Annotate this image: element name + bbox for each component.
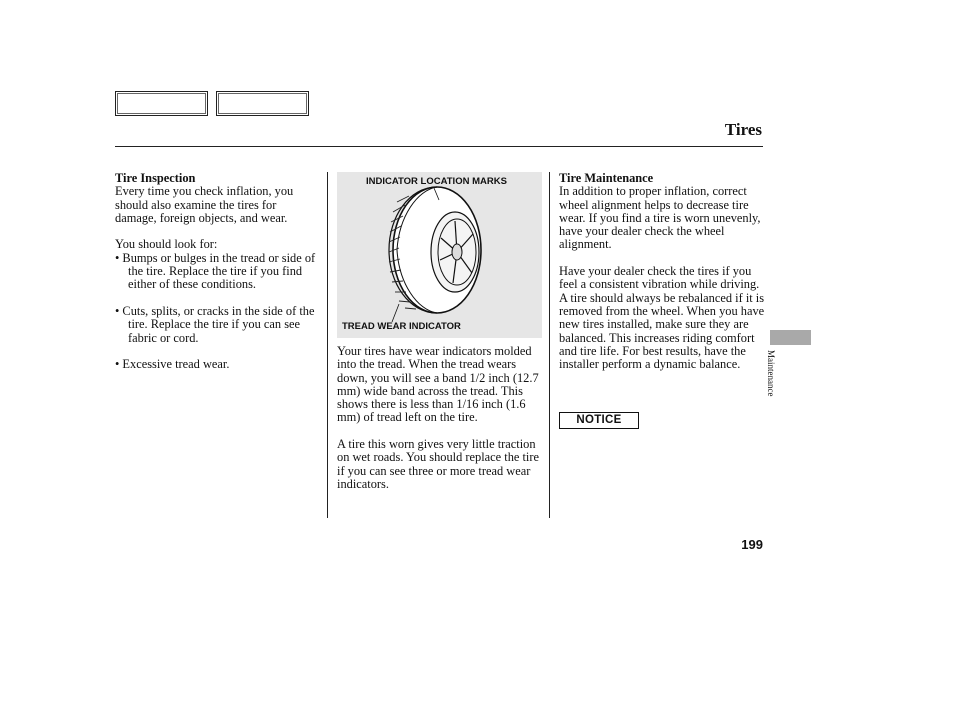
wear-indicator-section — [337, 345, 542, 491]
wear-indicator-paragraph: Your tires have wear indicators molded into the tread. When the tread wears down, you will see a band 1/2 inch (12.7 mm) wide band across the tread. This shows there is less than 1/16 inch (1.6 mm) of tread left on the tire. — [337, 344, 539, 425]
tire-inspection-intro: Every time you check inflation, you should also examine the tires for damage, foreign objects, and wear. — [115, 184, 294, 225]
look-for-label: You should look for: — [115, 237, 218, 252]
list-item: • Cuts, splits, or cracks in the side of the tire. Replace the tire if you can see fabric or cord. — [115, 303, 315, 345]
balance-paragraph: Have your dealer check the tires if you feel a consistent vibration while driving. A tire should always be rebalanced if it is removed from the wheel. When you have new tires installed, make sure they are balanced. This increases riding comfort and tire life. For best results, have the installer perform a dynamic balance. — [559, 264, 765, 372]
page-title: Tires — [724, 120, 762, 139]
tire-inspection-heading: Tire Inspection — [115, 171, 196, 185]
list-item: • Excessive tread wear. — [115, 357, 230, 372]
tire-inspection-section — [115, 172, 320, 371]
title-rule — [115, 146, 763, 147]
column-divider — [327, 172, 328, 518]
list-item: • Bumps or bulges in the tread or side of the tire. Replace the tire if you find either of these conditions. — [115, 250, 316, 292]
nav-button-previous[interactable] — [115, 91, 208, 116]
column-divider — [549, 172, 550, 518]
page-number: 199 — [741, 537, 763, 552]
tire-maintenance-section — [559, 172, 765, 371]
tire-illustration — [337, 172, 542, 338]
section-tab[interactable] — [770, 330, 811, 345]
traction-paragraph: A tire this worn gives very little traction on wet roads. You should replace the tire if you can see three or more tread wear indicators. — [337, 437, 539, 491]
alignment-paragraph: In addition to proper inflation, correct wheel alignment helps to decrease tire wear. If you find a tire is worn unevenly, have your dealer check the wheel alignment. — [559, 184, 761, 252]
indicator-location-marks-label: INDICATOR LOCATION MARKS — [366, 176, 507, 187]
nav-button-next[interactable] — [216, 91, 309, 116]
section-label — [766, 350, 782, 420]
section-label-text: Maintenance — [766, 350, 776, 397]
tire-maintenance-heading: Tire Maintenance — [559, 171, 654, 185]
tire-wear-figure — [337, 172, 542, 338]
tread-wear-indicator-label: TREAD WEAR INDICATOR — [342, 321, 461, 332]
notice-badge: NOTICE — [559, 412, 639, 429]
